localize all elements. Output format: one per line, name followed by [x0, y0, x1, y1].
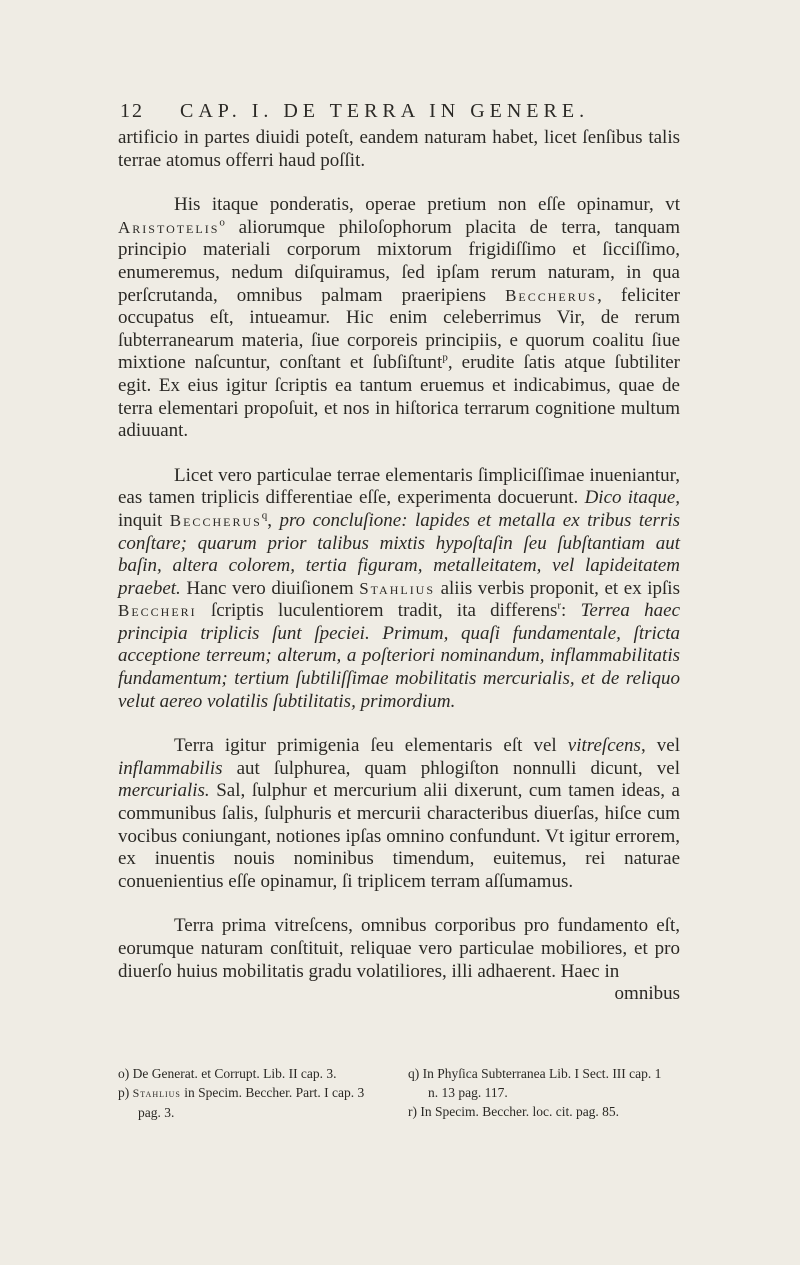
- footnote-r: r) In Specim. Beccher. loc. cit. pag. 85.: [408, 1104, 620, 1119]
- running-title: CAP. I. DE TERRA IN GENERE.: [180, 100, 590, 122]
- paragraph-continued: artificio in partes diuidi poteſt, eandem naturam habet, licet ſenſibus talis terrae atomus offerri haud poſſit.: [118, 127, 680, 171]
- footnote-o: o) De Generat. et Corrupt. Lib. II cap. 3.: [118, 1066, 337, 1081]
- author-name: Ariſtotelis: [118, 217, 220, 237]
- author-name: Stahlius: [359, 578, 436, 598]
- catchword: omnibus: [614, 983, 680, 1005]
- author-name: Beccherus: [505, 285, 598, 305]
- footnote-q: q) In Phyſica Subterranea Lib. I Sect. III cap. 1: [408, 1066, 662, 1081]
- footnote-ref: p: [442, 352, 448, 365]
- footnote-ref: q: [261, 509, 268, 522]
- quotation: Terrea haec principia triplicis ſunt ſpeciei. Primum, quaſi fundamentale, ſtricta acceptione terreum; alterum, a poſteriori nominandum, inflammabilitatis fundamentum; tertium ſubtiliſſimae mobilitatis mercurialis, et de reliquo velut aereo volatilis ſubtilitatis, primordium.: [118, 600, 681, 712]
- paragraph-2: Licet vero particulae terrae elementaris ſimpliciſſimae inueniantur, eas tamen triplicis differentiae eſſe, experimenta docuerunt. Dico itaque, inquit Beccherus$^q$, pro concluſione: lapides et metalla ex tribus terris conſtare; quarum prior talibus mixtis hypoſtaſin ſeu ſubſtantiam aut baſin, altera colorem, tertia figuram, metalleitatem, vel lapideitatem praebet. Hanc vero diuiſionem Stahlius aliis verbis proponit, et ex ipſis Beccheri ſcriptis luculentiorem tradit, ita differens$^r$: Terrea haec principia triplicis ſunt ſpeciei. Primum, quaſi fundamentale, ſtricta acceptione terreum; alterum, a poſteriori nominandum, inflammabilitatis fundamentum; tertium ſubtiliſſimae mobilitatis mercurialis, et de reliquo velut aereo volatilis ſubtilitatis, primordium.: [118, 464, 681, 712]
- quotation: pro concluſione: lapides et metalla ex tribus terris conſtare; quarum prior talibus mixtis hypoſtaſin ſeu ſubſtantiam aut baſin, altera colorem, tertia figuram, metalleitatem, vel lapideitatem praebet.: [118, 509, 681, 599]
- page-number: 12: [120, 100, 144, 122]
- footnotes: [118, 1064, 690, 1122]
- footnote-q-continued: n. 13 pag. 117.: [428, 1085, 508, 1100]
- footnotes-left: [118, 1064, 398, 1122]
- footnote-ref: o: [219, 216, 225, 229]
- author-name: Beccheri: [118, 601, 197, 621]
- footnote-p-continued: pag. 3.: [138, 1105, 175, 1120]
- author-name: Beccherus: [169, 510, 262, 530]
- paragraph-3: Terra igitur primigenia ſeu elementaris eſt vel vitreſcens, vel inflammabilis aut ſulphurea, quam phlogiſton nonnulli dicunt, vel mercurialis. Sal, ſulphur et mercurium alii dixerunt, cum tamen ideas, a communibus ſalis, ſulphuris et mercurii characteribus diuerſas, hiſce cum vocibus coniungant, notiones ipſas omnino confundunt. Vt igitur errorem, ex inuentis nouis nominibus timendum, euitemus, rei naturae conuenientius eſſe opinamur, ſi triplicem terram aſſumamus.: [118, 735, 680, 892]
- paragraph-4: Terra prima vitreſcens, omnibus corporibus pro fundamento eſt, eorumque naturam conſtituit, reliquae vero particulae mobiliores, et pro diuerſo huius mobilitatis gradu volatiliores, illi adhaerent. Haec in: [118, 915, 680, 982]
- footnotes-right: [408, 1064, 690, 1122]
- footnote-ref: r: [557, 599, 562, 612]
- footnote-p: p) Stahlius in Specim. Beccher. Part. I cap. 3: [118, 1085, 365, 1100]
- paragraph-1: His itaque ponderatis, operae pretium non eſſe opinamur, vt Ariſtotelis$^o$ aliorumque philoſophorum placita de terra, tanquam principio materiali corporum mixtorum frigidiſſimo et ſicciſſimo, enumeremus, nedum diſquiramus, ſed ipſam rerum naturam, in qua perſcrutanda, omnibus palmam praeripiens Beccherus, feliciter occupatus eſt, intueamur. Hic enim celeberrimus Vir, de rerum ſubterranearum materia, ſiue corporeis principiis, e quorum coalitu ſiue mixtione naſcuntur, conſtant et ſubſiſtunt$^p$, erudite ſatis atque ſubtiliter egit. Ex eius igitur ſcriptis ea tantum eruemus et indicabimus, quae de terra elementari propoſuit, et nos in hiſtorica terrarum cognitione multum adiuuant.: [118, 194, 680, 442]
- running-header: [120, 100, 680, 126]
- main-text: [118, 127, 680, 1006]
